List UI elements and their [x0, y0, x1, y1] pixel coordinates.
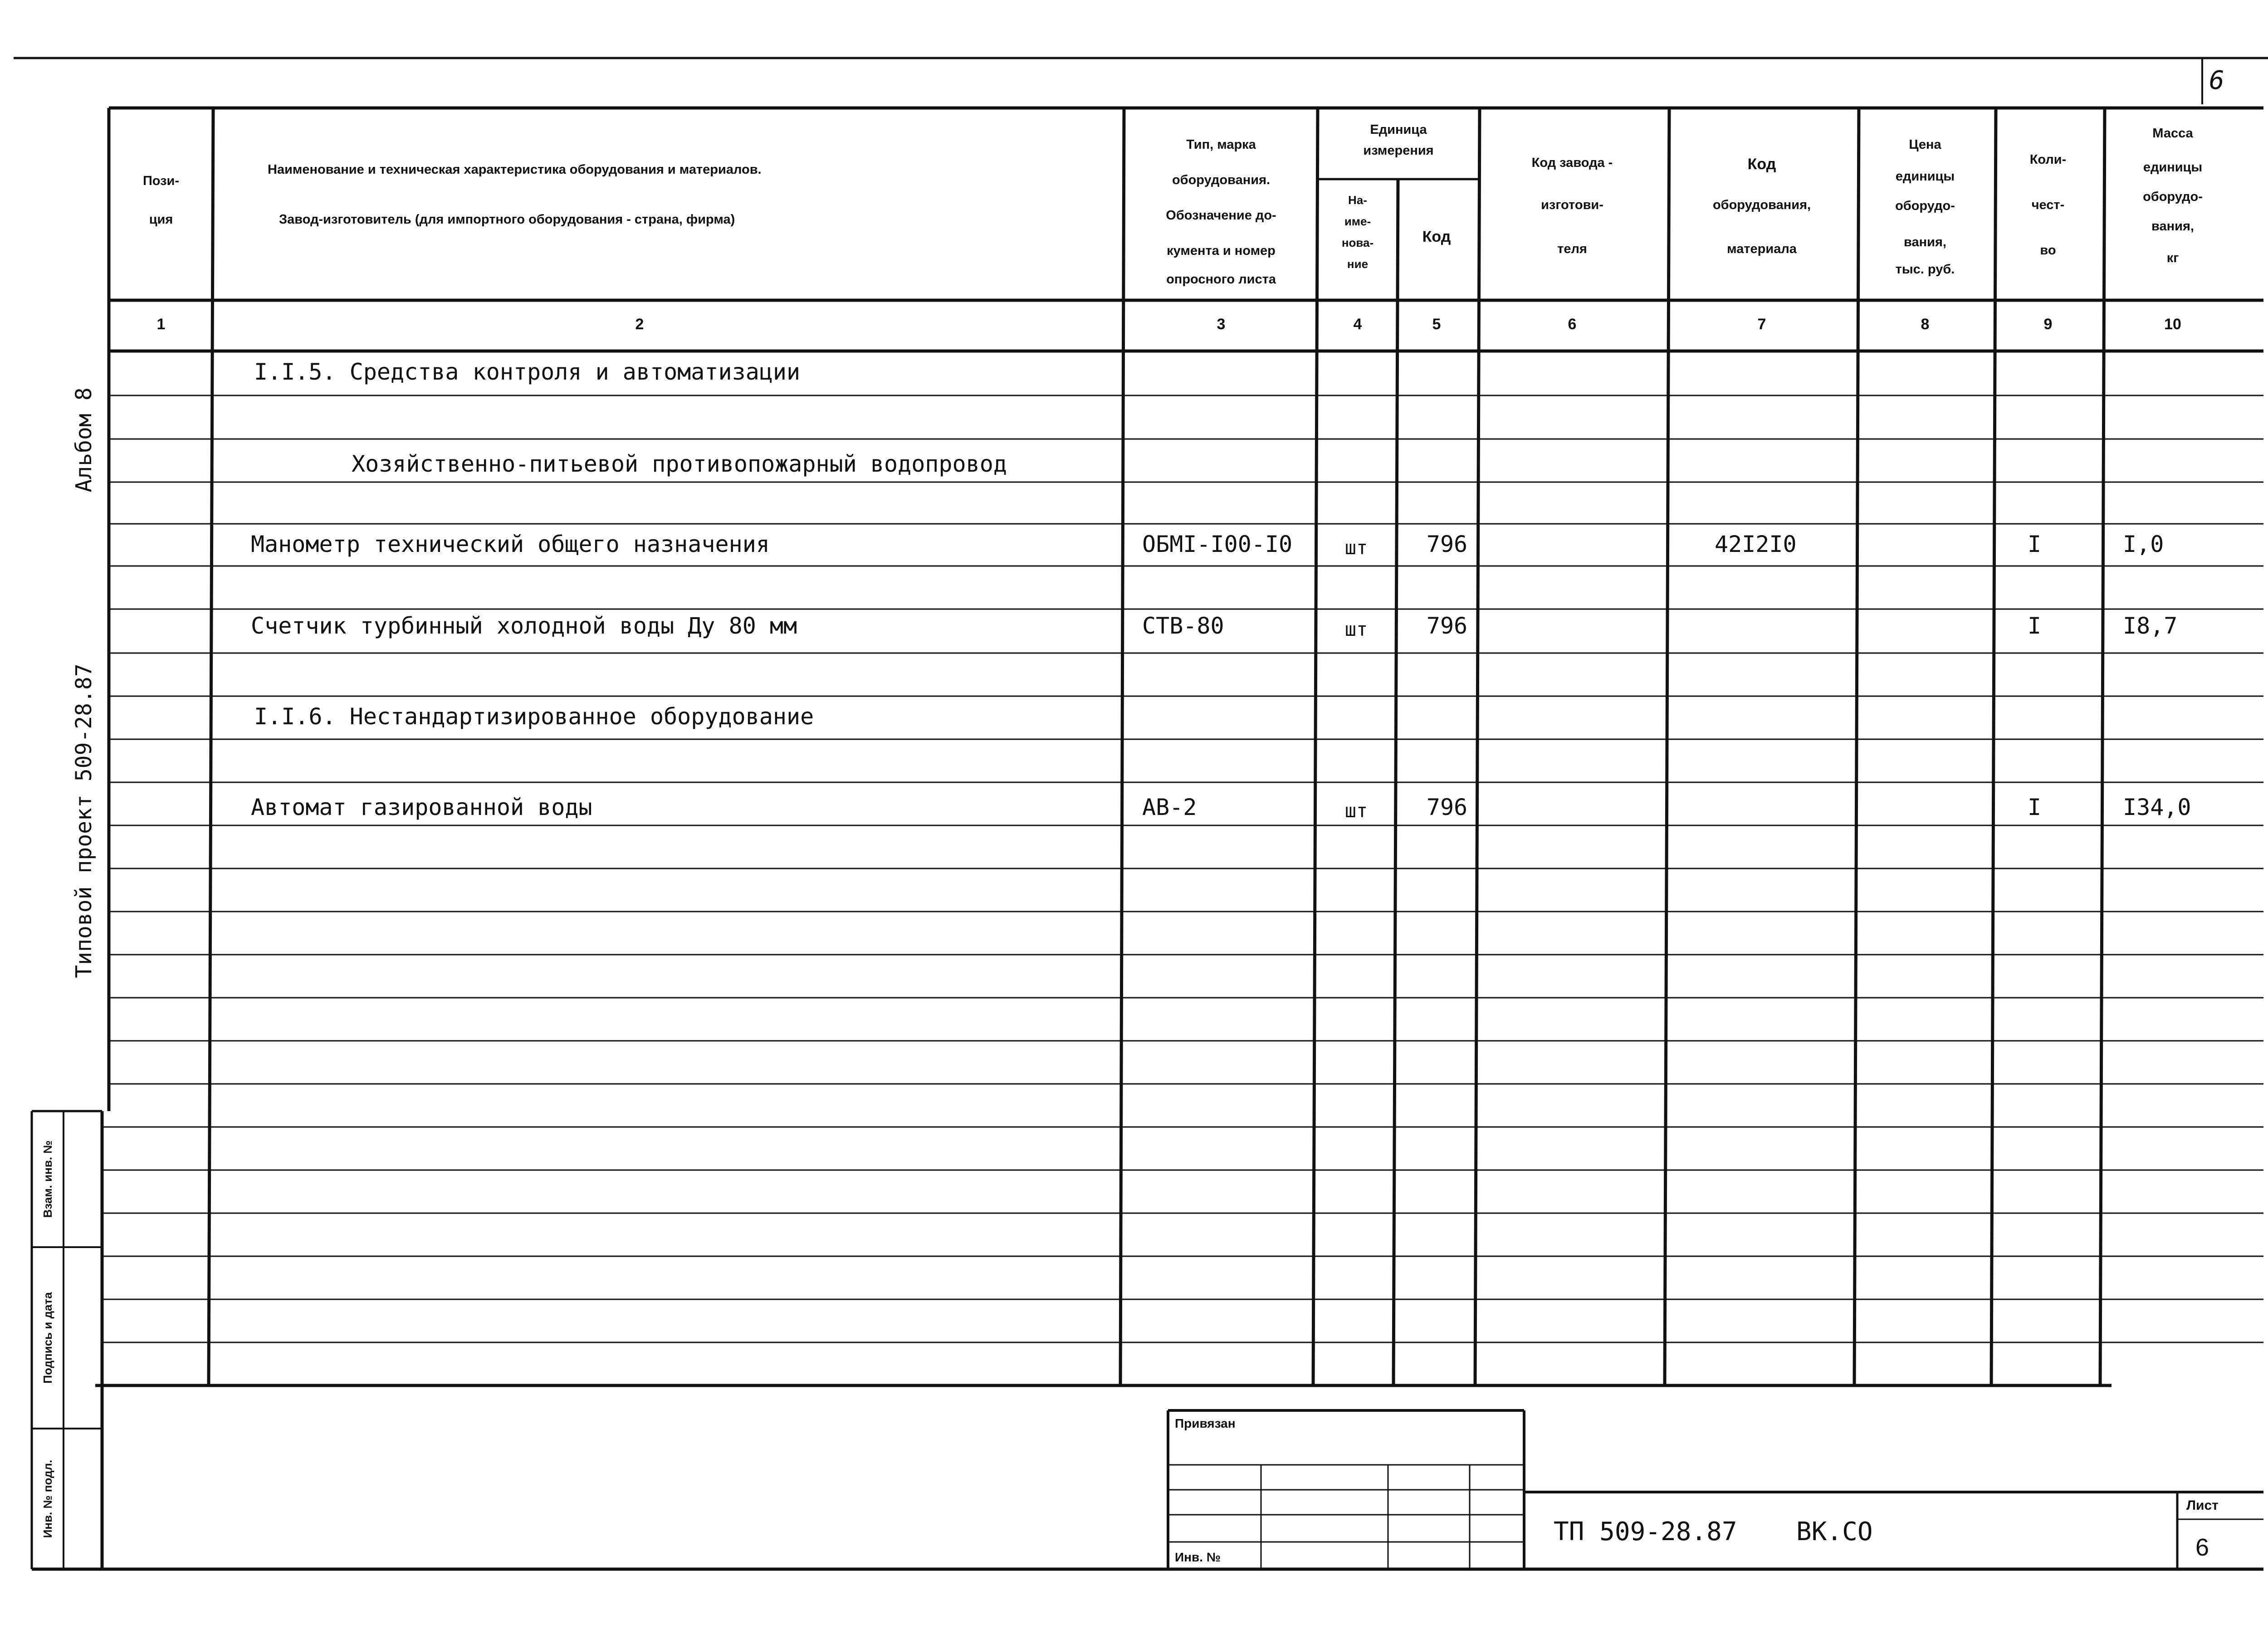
column-number-1: 1 — [156, 316, 166, 333]
header-type-line4: кумента и номер — [1167, 244, 1276, 258]
sheet-label: Лист — [2186, 1498, 2219, 1513]
header-qty-line3: во — [2040, 243, 2056, 258]
row-item-name: Автомат газированной воды — [251, 794, 592, 820]
row-item-qty: I — [2027, 613, 2042, 639]
row-item-unit: шт — [1344, 618, 1368, 640]
stamp-label-replace-inv: Взам. инв. № — [41, 1140, 54, 1218]
stamp-label-inv-original: Инв. № подл. — [41, 1459, 54, 1538]
header-factory-line1: Код завода - — [1531, 156, 1613, 170]
header-name-line2: Завод-изготовитель (для импортного оборудования - страна, фирма) — [279, 212, 735, 227]
header-factory-line2: изготови- — [1541, 198, 1603, 212]
column-number-2: 2 — [635, 316, 644, 333]
column-number-7: 7 — [1757, 316, 1766, 333]
header-equip-code-line3: материала — [1727, 242, 1797, 256]
row-item-unit-code: 796 — [1426, 794, 1468, 820]
header-type-line1: Тип, марка — [1186, 137, 1256, 152]
column-number-8: 8 — [1921, 316, 1930, 333]
column-number-10: 10 — [2164, 316, 2181, 333]
column-number-3: 3 — [1217, 316, 1226, 333]
row-item-qty: I — [2027, 794, 2042, 820]
section-heading: I.I.6. Нестандартизированное оборудование — [254, 703, 814, 730]
header-mass-line4: вания, — [2151, 219, 2194, 234]
section-code: ВК.СО — [1796, 1517, 1873, 1546]
row-item-mass: I34,0 — [2123, 794, 2191, 820]
stamp-label-signature-date: Подпись и дата — [41, 1292, 54, 1384]
header-qty-line1: Коли- — [2029, 152, 2067, 167]
album-label: Альбом 8 — [71, 387, 97, 493]
row-item-type: АВ-2 — [1142, 794, 1197, 820]
header-type-line2: оборудования. — [1172, 173, 1271, 187]
header-price-line2: единицы — [1895, 169, 1955, 184]
column-number-6: 6 — [1568, 316, 1577, 333]
project-label: Типовой проект 509-28.87 — [71, 663, 97, 978]
header-equip-code-line2: оборудования, — [1712, 198, 1811, 212]
header-equip-code-line1: Код — [1747, 156, 1776, 173]
header-unit-name-line4: ние — [1347, 257, 1369, 271]
row-item-unit-code: 796 — [1426, 613, 1468, 639]
header-price-line1: Цена — [1909, 137, 1941, 152]
header-unit-name-line3: нова- — [1341, 236, 1374, 249]
row-item-unit: шт — [1344, 800, 1368, 822]
header-type-line3: Обозначение до- — [1166, 208, 1276, 223]
sheet-number: 6 — [2195, 1534, 2209, 1561]
header-position-line1: Пози- — [142, 174, 180, 188]
header-price-line4: вания, — [1904, 235, 1946, 249]
row-item-unit-code: 796 — [1426, 531, 1468, 557]
header-mass-line1: Масса — [2152, 126, 2193, 141]
header-unit-code: Код — [1422, 228, 1451, 245]
subsection-heading: Хозяйственно-питьевой противопожарный водопровод — [352, 451, 1007, 477]
row-item-type: СТВ-80 — [1142, 613, 1224, 639]
header-unit-name-line2: име- — [1344, 215, 1371, 228]
header-price-line3: оборудо- — [1895, 199, 1955, 213]
column-number-4: 4 — [1353, 316, 1362, 333]
inv-number-label: Инв. № — [1175, 1550, 1221, 1564]
document-code: ТП 509-28.87 — [1554, 1517, 1737, 1546]
column-number-9: 9 — [2043, 316, 2053, 333]
column-number-5: 5 — [1432, 316, 1441, 333]
header-mass-line2: единицы — [2143, 160, 2203, 175]
header-mass-line5: кг — [2166, 251, 2179, 265]
row-item-mass: I8,7 — [2123, 613, 2178, 639]
header-position-line2: ция — [149, 212, 173, 227]
row-item-name: Счетчик турбинный холодной воды Ду 80 мм — [251, 613, 797, 639]
row-item-name: Манометр технический общего назначения — [251, 531, 770, 557]
section-heading: I.I.5. Средства контроля и автоматизации — [254, 359, 801, 385]
header-qty-line2: чест- — [2031, 198, 2065, 212]
header-unit-group-line1: Единица — [1370, 122, 1427, 137]
header-mass-line3: оборудо- — [2143, 190, 2203, 204]
header-unit-group-line2: измерения — [1363, 143, 1434, 158]
header-type-line5: опросного листа — [1166, 272, 1276, 287]
linked-label: Привязан — [1175, 1416, 1236, 1430]
header-name-line1: Наименование и техническая характеристика оборудования и материалов. — [268, 162, 762, 177]
row-item-type: ОБМI-I00-I0 — [1142, 531, 1293, 557]
header-factory-line3: теля — [1557, 242, 1587, 256]
header-unit-name-line1: На- — [1348, 193, 1367, 207]
row-item-mass: I,0 — [2123, 531, 2164, 557]
header-price-line5: тыс. руб. — [1895, 262, 1955, 277]
page-number: 6 — [2209, 66, 2224, 95]
row-item-unit: шт — [1344, 537, 1368, 559]
row-item-equip-code: 42I2I0 — [1715, 531, 1797, 557]
row-item-qty: I — [2027, 531, 2042, 557]
